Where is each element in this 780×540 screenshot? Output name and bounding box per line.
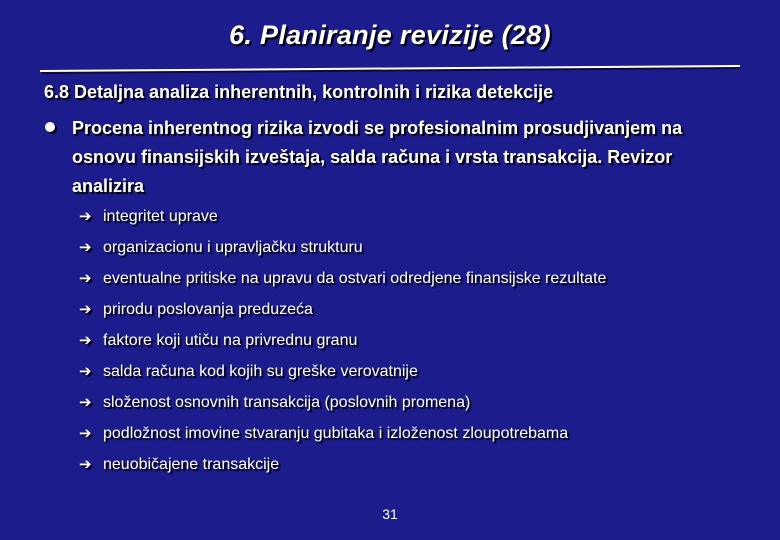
list-item-text: neuobičajene transakcije bbox=[103, 456, 280, 473]
lead-text: Procena inherentnog rizika izvodi se profesionalnim prosudjivanjem na osnovu finansijskih izveštaja, salda računa i vrsta transakcija. Revizor analizira bbox=[72, 118, 683, 196]
slide-title: 6. Planiranje revizije (28) bbox=[229, 20, 551, 50]
list-item-text: podložnost imovine stvaranju gubitaka i izloženost zloupotrebama bbox=[103, 425, 569, 442]
list-item bbox=[79, 454, 739, 475]
right-arrow-icon: ➔ bbox=[79, 301, 92, 318]
list-item bbox=[79, 330, 739, 351]
list-item-text: prirodu poslovanja preduzeća bbox=[103, 301, 313, 318]
right-arrow-icon: ➔ bbox=[79, 394, 92, 411]
right-arrow-icon: ➔ bbox=[79, 363, 92, 380]
analysis-list bbox=[79, 206, 739, 485]
list-item bbox=[79, 392, 739, 413]
list-item bbox=[79, 361, 739, 382]
list-item-text: eventualne pritiske na upravu da ostvari odredjene finansijske rezultate bbox=[103, 270, 607, 287]
right-arrow-icon: ➔ bbox=[79, 425, 92, 442]
right-arrow-icon: ➔ bbox=[79, 332, 92, 349]
list-item-text: faktore koji utiču na privrednu granu bbox=[103, 332, 358, 349]
list-item-text: salda računa kod kojih su greške verovatnije bbox=[103, 363, 418, 380]
list-item bbox=[79, 206, 739, 227]
page-number: 31 bbox=[382, 506, 398, 522]
list-item-text: složenost osnovnih transakcija (poslovnih promena) bbox=[103, 394, 471, 411]
list-item-text: integritet uprave bbox=[103, 208, 218, 225]
right-arrow-icon: ➔ bbox=[79, 239, 92, 256]
list-item bbox=[79, 423, 739, 444]
lead-paragraph bbox=[44, 114, 744, 201]
right-arrow-icon: ➔ bbox=[79, 456, 92, 473]
list-item bbox=[79, 268, 739, 289]
list-item-text: organizacionu i upravljačku strukturu bbox=[103, 239, 363, 256]
right-arrow-icon: ➔ bbox=[79, 208, 92, 225]
list-item bbox=[79, 299, 739, 320]
title-divider bbox=[40, 64, 740, 74]
section-subtitle: 6.8 Detaljna analiza inherentnih, kontrolnih i rizika detekcije bbox=[44, 82, 554, 102]
right-arrow-icon: ➔ bbox=[79, 270, 92, 287]
list-item bbox=[79, 237, 739, 258]
